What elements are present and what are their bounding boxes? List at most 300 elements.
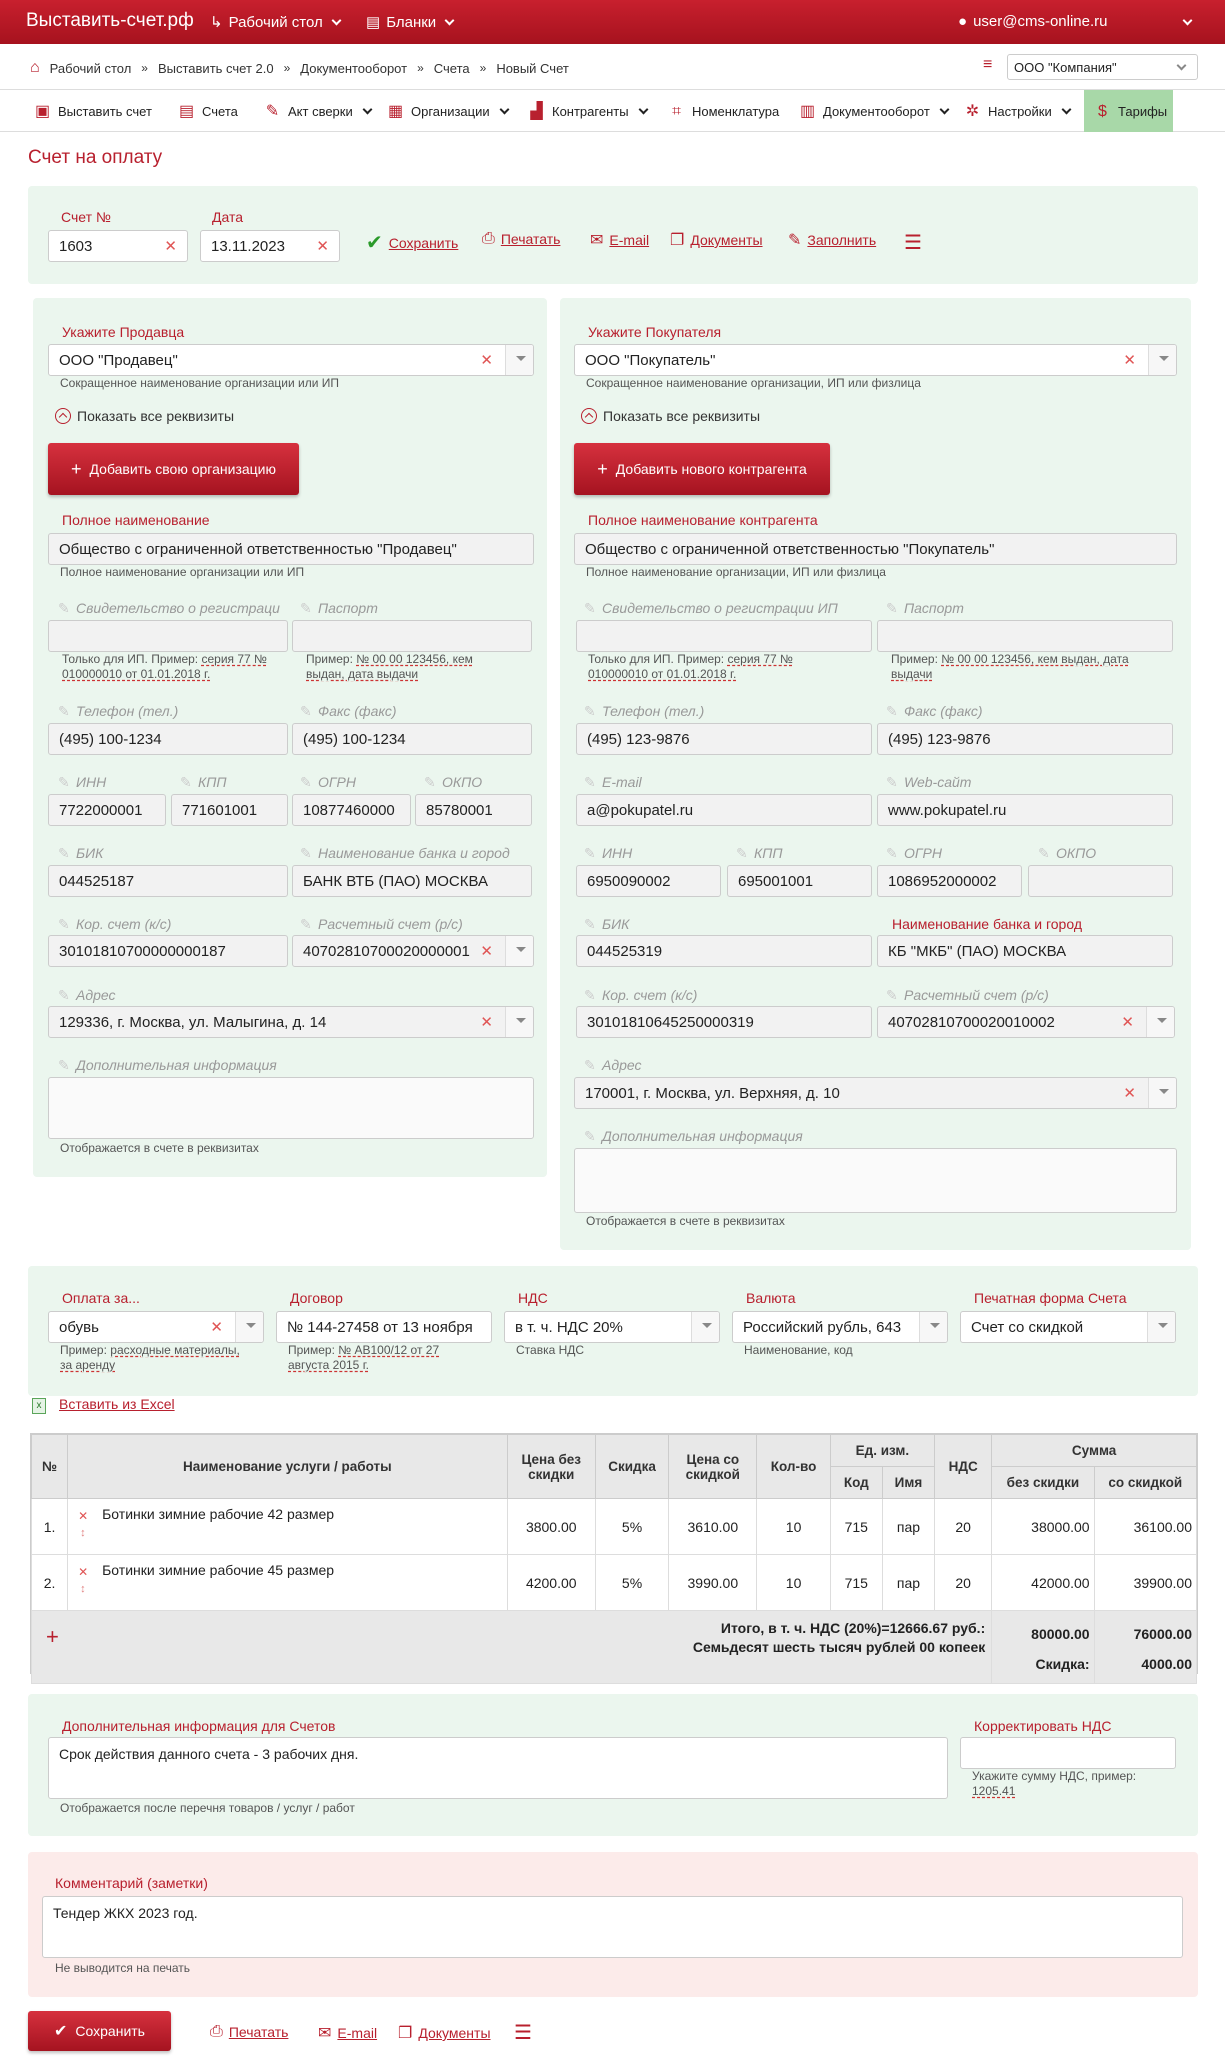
reorder-icon[interactable]: ↕ [80, 1527, 86, 1539]
pencil-icon: ✎ [584, 1128, 596, 1144]
seller-bank-text: Наименование банка и город [318, 845, 510, 861]
date-field[interactable] [200, 230, 340, 262]
col-name: Наименование услуги / работы [68, 1435, 508, 1499]
crumb-desk[interactable]: Рабочий стол [49, 60, 132, 76]
buyer-label: Укажите Покупателя [588, 324, 722, 340]
database-icon: ≡ [983, 56, 993, 73]
print-link[interactable] [482, 230, 560, 248]
seller-passport-hint [306, 652, 536, 682]
list-icon[interactable]: ☰ [904, 232, 922, 254]
seller-okpo-text: ОКПО [442, 774, 483, 790]
buyer-cert-field[interactable] [576, 620, 872, 652]
crumb-invoice[interactable]: Выставить счет 2.0 [157, 60, 274, 76]
buyer-cert-hint [588, 652, 873, 682]
seller-ks-field[interactable] [48, 935, 288, 967]
seller-bik-field[interactable] [48, 865, 288, 897]
print-form-label: Печатная форма Счета [974, 1290, 1127, 1306]
edit-icon: ✎ [265, 102, 280, 120]
item-discounted-price[interactable]: 3990.00 [669, 1555, 757, 1611]
seller-phone-text: Телефон (тел.) [76, 703, 179, 719]
documents-label: Документы [690, 232, 763, 248]
seller-addr-field[interactable] [48, 1006, 534, 1038]
hint-example: выдачи [891, 667, 933, 681]
hint-text: Укажите сумму НДС, пример: [972, 1769, 1137, 1783]
menu-label: Настройки [988, 103, 1052, 119]
buyer-extra-label [584, 1128, 803, 1144]
items-table [31, 1434, 1197, 1684]
pencil-icon: ✎ [736, 845, 748, 861]
item-discount[interactable]: 5% [595, 1499, 668, 1555]
buyer-ogrn-label [886, 845, 942, 861]
row-number: 2. [32, 1555, 68, 1611]
pencil-icon: ✎ [424, 774, 436, 790]
total-discount-cell [1094, 1611, 1196, 1684]
buyer-ogrn-value: 1086952000002 [888, 873, 997, 890]
seller-fullname-label: Полное наименование [62, 512, 210, 528]
buyer-okpo-field[interactable] [1028, 865, 1173, 897]
buyer-kpp-field[interactable] [727, 865, 872, 897]
item-price[interactable]: 4200.00 [507, 1555, 595, 1611]
seller-inn-value: 7722000001 [59, 802, 143, 819]
pencil-icon: ✎ [300, 916, 312, 932]
bottom-email-link[interactable] [318, 2023, 377, 2043]
seller-extra-text: Дополнительная информация [76, 1057, 277, 1073]
correct-vat-field[interactable] [960, 1737, 1176, 1769]
pencil-icon: ✎ [886, 703, 898, 719]
print-form-select[interactable] [960, 1311, 1176, 1343]
col-unit-name: Имя [882, 1467, 934, 1499]
forms-label: Бланки [386, 13, 437, 31]
hint-example: расходные материалы, [110, 1343, 240, 1357]
crumb-separator: » [479, 61, 487, 75]
save-link[interactable] [366, 230, 458, 255]
currency-label: Валюта [746, 1290, 796, 1306]
clear-icon[interactable]: ✕ [480, 943, 493, 960]
currency-hint: Наименование, код [744, 1343, 853, 1357]
add-row-icon[interactable]: + [46, 1624, 59, 1649]
seller-bank-label [300, 845, 510, 861]
factory-icon: ▟ [530, 102, 543, 120]
col-price: Цена без скидки [507, 1435, 595, 1499]
documents-icon: ❐ [670, 232, 685, 249]
email-link[interactable] [590, 230, 649, 250]
buyer-fax-value: (495) 123-9876 [888, 731, 991, 748]
pay-for-select[interactable] [48, 1311, 264, 1343]
buyer-rs-text: Расчетный счет (р/с) [904, 987, 1049, 1003]
home-icon[interactable]: ⌂ [30, 59, 40, 76]
buyer-inn-value: 6950090002 [587, 873, 671, 890]
seller-extra-hint: Отображается в счете в реквизитах [60, 1141, 259, 1155]
buyer-cert-label [584, 600, 838, 616]
buyer-ks-text: Кор. счет (к/с) [602, 987, 698, 1003]
item-vat[interactable]: 20 [935, 1555, 992, 1611]
item-discounted-price[interactable]: 3610.00 [669, 1499, 757, 1555]
discount-total: 4000.00 [1141, 1656, 1192, 1672]
buyer-phone-field[interactable] [576, 723, 872, 755]
pencil-icon: ✎ [584, 600, 596, 616]
buyer-addr-field[interactable] [574, 1077, 1177, 1109]
bottom-documents-link[interactable] [398, 2023, 491, 2043]
seller-addr-label [58, 987, 116, 1003]
site-logo[interactable]: Выставить-счет.рф [26, 10, 194, 31]
menu-reconciliation[interactable] [262, 90, 377, 132]
currency-value: Российский рубль, 643 [743, 1319, 902, 1336]
add-organization-button[interactable] [48, 443, 299, 495]
item-unit-code[interactable]: 715 [830, 1555, 882, 1611]
item-sum-discount: 36100.00 [1094, 1499, 1196, 1555]
add-counterparty-button[interactable] [574, 443, 830, 495]
chevron-up-icon [55, 408, 71, 424]
toggle-label: Показать все реквизиты [603, 408, 761, 424]
buyer-select[interactable] [574, 344, 1177, 376]
check-icon: ✔ [54, 2023, 68, 2040]
buyer-bik-label [584, 916, 629, 932]
comment-hint: Не выводится на печать [55, 1961, 191, 1975]
hint-example: 010000010 от 01.01.2018 г. [62, 667, 211, 681]
menu-label: Выставить счет [58, 103, 152, 119]
reorder-icon[interactable]: ↕ [80, 1583, 86, 1595]
buyer-email-field[interactable] [576, 794, 872, 826]
table-row [32, 1555, 1197, 1611]
crumb-invoices[interactable]: Счета [433, 60, 470, 76]
col-unit: Ед. изм. [830, 1435, 934, 1467]
seller-rs-value: 40702810700020000001 [303, 943, 470, 960]
clear-icon[interactable]: ✕ [164, 238, 177, 255]
buyer-fax-text: Факс (факс) [904, 703, 983, 719]
buyer-web-text: Web-сайт [904, 774, 972, 790]
total-words: Семьдесят шесть тысяч рублей 00 копеек [692, 1638, 986, 1655]
pencil-icon: ✎ [58, 774, 70, 790]
menu-tariffs[interactable] [1084, 90, 1173, 132]
list-icon[interactable]: ☰ [514, 2022, 532, 2044]
seller-hint: Сокращенное наименование организации или ИП [60, 376, 340, 390]
dropdown-arrow-icon[interactable] [1148, 345, 1176, 375]
col-sum: Сумма [992, 1435, 1197, 1467]
seller-kpp-label [180, 774, 227, 790]
buyer-value: ООО "Покупатель" [585, 352, 716, 369]
currency-select[interactable] [732, 1311, 948, 1343]
item-unit-code[interactable]: 715 [830, 1499, 882, 1555]
chevron-down-icon [1061, 105, 1071, 115]
pencil-icon: ✎ [886, 845, 898, 861]
dropdown-arrow-icon[interactable] [691, 1312, 719, 1342]
pencil-icon: ✎ [58, 600, 70, 616]
menu-nomenclature[interactable] [666, 90, 781, 132]
documents-link[interactable] [670, 230, 763, 250]
printer-icon: ⎙ [482, 230, 495, 247]
clear-icon[interactable]: ✕ [1121, 1014, 1134, 1031]
seller-bank-field[interactable] [292, 865, 532, 897]
buyer-email-text: E-mail [602, 774, 642, 790]
vat-hint: Ставка НДС [516, 1343, 585, 1357]
pay-for-label: Оплата за... [62, 1290, 140, 1306]
hint-example: № 00 00 123456, кем выдан, дата [941, 652, 1129, 666]
email-label: E-mail [609, 232, 650, 248]
clear-icon[interactable]: ✕ [1123, 352, 1136, 369]
seller-rs-text: Расчетный счет (р/с) [318, 916, 463, 932]
clear-icon[interactable]: ✕ [480, 352, 493, 369]
extra-info-label: Дополнительная информация для Счетов [62, 1718, 336, 1734]
plus-icon: + [71, 458, 82, 479]
col-discount: Скидка [595, 1435, 668, 1499]
hint-example: 1205.41 [972, 1784, 1016, 1798]
seller-cert-text: Свидетельство о регистраци [76, 600, 280, 616]
hint-example: выдан, дата выдачи [306, 667, 419, 681]
buyer-web-value: www.pokupatel.ru [888, 802, 1007, 819]
seller-rs-field[interactable] [292, 935, 534, 967]
seller-inn-field[interactable] [48, 794, 166, 826]
buyer-bank-field[interactable] [877, 935, 1173, 967]
envelope-icon: ✉ [590, 232, 604, 249]
bottom-print-link[interactable] [210, 2023, 288, 2041]
pencil-icon: ✎ [300, 600, 312, 616]
menu-invoices[interactable] [176, 90, 240, 132]
seller-cert-hint [62, 652, 292, 682]
dropdown-arrow-icon[interactable] [919, 1312, 947, 1342]
buyer-fullname-value: Общество с ограниченной ответственностью "Покупатель" [585, 541, 995, 558]
pencil-icon: ✎ [584, 987, 596, 1003]
document-icon: ▤ [178, 102, 195, 120]
dropdown-arrow-icon[interactable] [1147, 1312, 1175, 1342]
save-button-label: Сохранить [75, 2023, 145, 2039]
seller-ogrn-field[interactable] [292, 794, 411, 826]
seller-fax-field[interactable] [292, 723, 532, 755]
hint-text: Только для ИП. Пример: [588, 652, 725, 666]
seller-passport-field[interactable] [292, 620, 532, 652]
item-unit-name[interactable]: пар [882, 1555, 934, 1611]
seller-inn-label [58, 774, 106, 790]
desk-icon: ↳ [210, 14, 223, 31]
hint-example: 010000010 от 01.01.2018 г. [588, 667, 737, 681]
buyer-passport-label [886, 600, 964, 616]
total-text: Итого, в т. ч. НДС (20%)=12666.67 руб.: [720, 1619, 986, 1636]
hint-example: серия 77 № [727, 652, 793, 666]
buyer-ogrn-field[interactable] [877, 865, 1022, 897]
document-icon: ▤ [366, 14, 381, 31]
buyer-kpp-label [736, 845, 783, 861]
seller-fullname-field[interactable] [48, 533, 534, 565]
dropdown-arrow-icon[interactable] [1148, 1078, 1176, 1108]
buyer-bank-value: КБ "МКБ" (ПАО) МОСКВА [888, 943, 1067, 960]
vat-label: НДС [518, 1290, 548, 1306]
extra-info-value: Срок действия данного счета - 3 рабочих дня. [59, 1746, 359, 1762]
seller-select[interactable] [48, 344, 534, 376]
buyer-extra-text: Дополнительная информация [602, 1128, 803, 1144]
col-number: № [32, 1435, 68, 1499]
dropdown-arrow-icon[interactable] [1146, 1007, 1174, 1037]
seller-fullname-value: Общество с ограниченной ответственностью "Продавец" [59, 541, 457, 558]
dropdown-arrow-icon[interactable] [505, 936, 533, 966]
buyer-ks-field[interactable] [576, 1006, 872, 1038]
seller-bik-text: БИК [76, 845, 104, 861]
buyer-bik-field[interactable] [576, 935, 872, 967]
seller-kpp-text: КПП [198, 774, 227, 790]
item-name-cell[interactable] [68, 1555, 508, 1611]
contract-hint [288, 1343, 488, 1373]
seller-inn-text: ИНН [76, 774, 107, 790]
building-icon: ▦ [387, 102, 404, 120]
item-sum-discount: 39900.00 [1094, 1555, 1196, 1611]
item-quantity[interactable]: 10 [757, 1499, 830, 1555]
save-button[interactable] [28, 2011, 171, 2051]
check-icon: ✔ [366, 232, 383, 254]
delete-row-icon[interactable]: ✕ [78, 1509, 89, 1523]
item-unit-name[interactable]: пар [882, 1499, 934, 1555]
hint-example: № 00 00 123456, кем [356, 652, 473, 666]
seller-okpo-field[interactable] [415, 794, 532, 826]
item-vat[interactable]: 20 [935, 1499, 992, 1555]
comment-textarea[interactable] [42, 1896, 1183, 1958]
show-details-toggle[interactable] [581, 408, 760, 424]
item-sum-no-discount: 38000.00 [992, 1499, 1094, 1555]
desk-label: Рабочий стол [228, 13, 323, 31]
documents-icon: ❐ [398, 2025, 413, 2042]
vat-select[interactable] [504, 1311, 720, 1343]
clear-icon[interactable]: ✕ [210, 1319, 223, 1336]
seller-addr-value: 129336, г. Москва, ул. Малыгина, д. 14 [59, 1014, 327, 1031]
buyer-ogrn-text: ОГРН [904, 845, 942, 861]
discount-label: Скидка: [1035, 1656, 1090, 1672]
seller-ogrn-label [300, 774, 356, 790]
hint-text: Пример: [60, 1343, 107, 1357]
buyer-fullname-field[interactable] [574, 533, 1177, 565]
buyer-rs-field[interactable] [877, 1006, 1175, 1038]
buyer-extra-hint: Отображается в счете в реквизитах [586, 1214, 785, 1228]
paste-excel-link[interactable]: Вставить из Excel [59, 1396, 175, 1412]
invoice-icon: ▣ [34, 102, 51, 120]
menu-settings[interactable] [962, 90, 1076, 132]
crumb-current: Новый Счет [496, 60, 569, 76]
excel-icon: x [32, 1398, 46, 1414]
main-menu [0, 90, 1225, 132]
buyer-phone-text: Телефон (тел.) [602, 703, 705, 719]
total-no-discount: 80000.00 [1031, 1626, 1090, 1642]
buyer-rs-label [886, 987, 1049, 1003]
pencil-icon: ✎ [58, 1057, 70, 1073]
seller-phone-field[interactable] [48, 723, 288, 755]
pencil-icon: ✎ [58, 987, 70, 1003]
item-quantity[interactable]: 10 [757, 1555, 830, 1611]
contract-label: Договор [290, 1290, 343, 1306]
buyer-bank-label: Наименование банка и город [892, 916, 1082, 932]
chevron-down-icon [939, 105, 949, 115]
buyer-fullname-label: Полное наименование контрагента [588, 512, 818, 528]
buyer-inn-text: ИНН [602, 845, 633, 861]
item-discount[interactable]: 5% [595, 1555, 668, 1611]
delete-row-icon[interactable]: ✕ [78, 1565, 89, 1579]
item-sum-no-discount: 42000.00 [992, 1555, 1094, 1611]
seller-fax-label [300, 703, 397, 719]
chevron-down-icon [638, 105, 648, 115]
buyer-phone-label [584, 703, 704, 719]
clear-icon[interactable]: ✕ [1123, 1085, 1136, 1102]
seller-fax-text: Факс (факс) [318, 703, 397, 719]
buyer-passport-field[interactable] [877, 620, 1173, 652]
seller-kpp-value: 771601001 [182, 802, 258, 819]
hint-text: Пример: [891, 652, 938, 666]
seller-ogrn-text: ОГРН [318, 774, 356, 790]
seller-kpp-field[interactable] [171, 794, 288, 826]
chevron-down-icon [331, 16, 341, 26]
buyer-inn-label [584, 845, 632, 861]
pencil-icon: ✎ [58, 703, 70, 719]
correct-vat-hint [972, 1769, 1182, 1799]
contract-field[interactable] [276, 1311, 492, 1343]
buyer-inn-field[interactable] [576, 865, 721, 897]
seller-bik-label [58, 845, 103, 861]
seller-label: Укажите Продавца [62, 324, 185, 340]
col-vat: НДС [935, 1435, 992, 1499]
col-discounted-price: Цена со скидкой [669, 1435, 757, 1499]
comment-value: Тендер ЖКХ 2023 год. [53, 1905, 198, 1921]
buyer-fax-field[interactable] [877, 723, 1173, 755]
buyer-phone-value: (495) 123-9876 [587, 731, 690, 748]
company-select[interactable] [1007, 54, 1198, 80]
seller-fullname-hint: Полное наименование организации или ИП [60, 565, 305, 579]
dropdown-arrow-icon[interactable] [505, 1007, 533, 1037]
print-label: Печатать [228, 2024, 289, 2040]
fill-link[interactable] [788, 230, 876, 250]
dropdown-arrow-icon[interactable] [235, 1312, 263, 1342]
seller-okpo-value: 85780001 [426, 802, 493, 819]
pencil-icon: ✎ [180, 774, 192, 790]
docflow-icon: ▥ [799, 102, 816, 120]
menu-create-invoice[interactable] [32, 90, 154, 132]
menu-docflow[interactable] [797, 90, 954, 132]
buyer-ks-value: 30101810645250000319 [587, 1014, 754, 1031]
buyer-okpo-label [1038, 845, 1096, 861]
menu-counterparties[interactable] [526, 90, 653, 132]
user-icon: ● [958, 13, 968, 30]
buyer-web-field[interactable] [877, 794, 1173, 826]
buyer-bik-text: БИК [602, 916, 630, 932]
desk-menu[interactable] [210, 13, 344, 31]
envelope-icon: ✉ [318, 2025, 332, 2042]
pencil-icon: ✎ [584, 703, 596, 719]
seller-passport-text: Паспорт [318, 600, 378, 616]
forms-menu[interactable] [366, 13, 457, 31]
total-no-discount-cell [992, 1611, 1094, 1684]
contract-value: № 144-27458 от 13 ноября [287, 1319, 473, 1336]
buyer-extra-textarea[interactable] [574, 1148, 1177, 1213]
extra-info-textarea[interactable] [48, 1737, 948, 1799]
buyer-passport-hint [891, 652, 1181, 682]
clear-icon[interactable]: ✕ [480, 1014, 493, 1031]
page-title: Счет на оплату [28, 147, 163, 168]
invoice-number-value: 1603 [59, 238, 93, 255]
dropdown-arrow-icon[interactable] [505, 345, 533, 375]
seller-cert-field[interactable] [48, 620, 288, 652]
clear-icon[interactable]: ✕ [316, 238, 329, 255]
crumb-docflow[interactable]: Документооборот [300, 60, 408, 76]
show-details-toggle[interactable] [55, 408, 234, 424]
col-quantity: Кол-во [757, 1435, 830, 1499]
buyer-fax-label [886, 703, 983, 719]
item-price[interactable]: 3800.00 [507, 1499, 595, 1555]
user-menu[interactable] [958, 13, 1195, 30]
pencil-icon: ✎ [584, 845, 596, 861]
menu-organizations[interactable] [385, 90, 514, 132]
chevron-down-icon [499, 105, 509, 115]
pencil-icon: ✎ [886, 600, 898, 616]
top-bar [0, 0, 1225, 44]
seller-value: ООО "Продавец" [59, 352, 178, 369]
seller-extra-textarea[interactable] [48, 1077, 534, 1139]
chevron-down-icon [362, 105, 372, 115]
item-name-cell[interactable] [68, 1499, 508, 1555]
invoice-number-field[interactable] [48, 230, 188, 262]
buyer-addr-value: 170001, г. Москва, ул. Верхняя, д. 10 [585, 1085, 840, 1102]
